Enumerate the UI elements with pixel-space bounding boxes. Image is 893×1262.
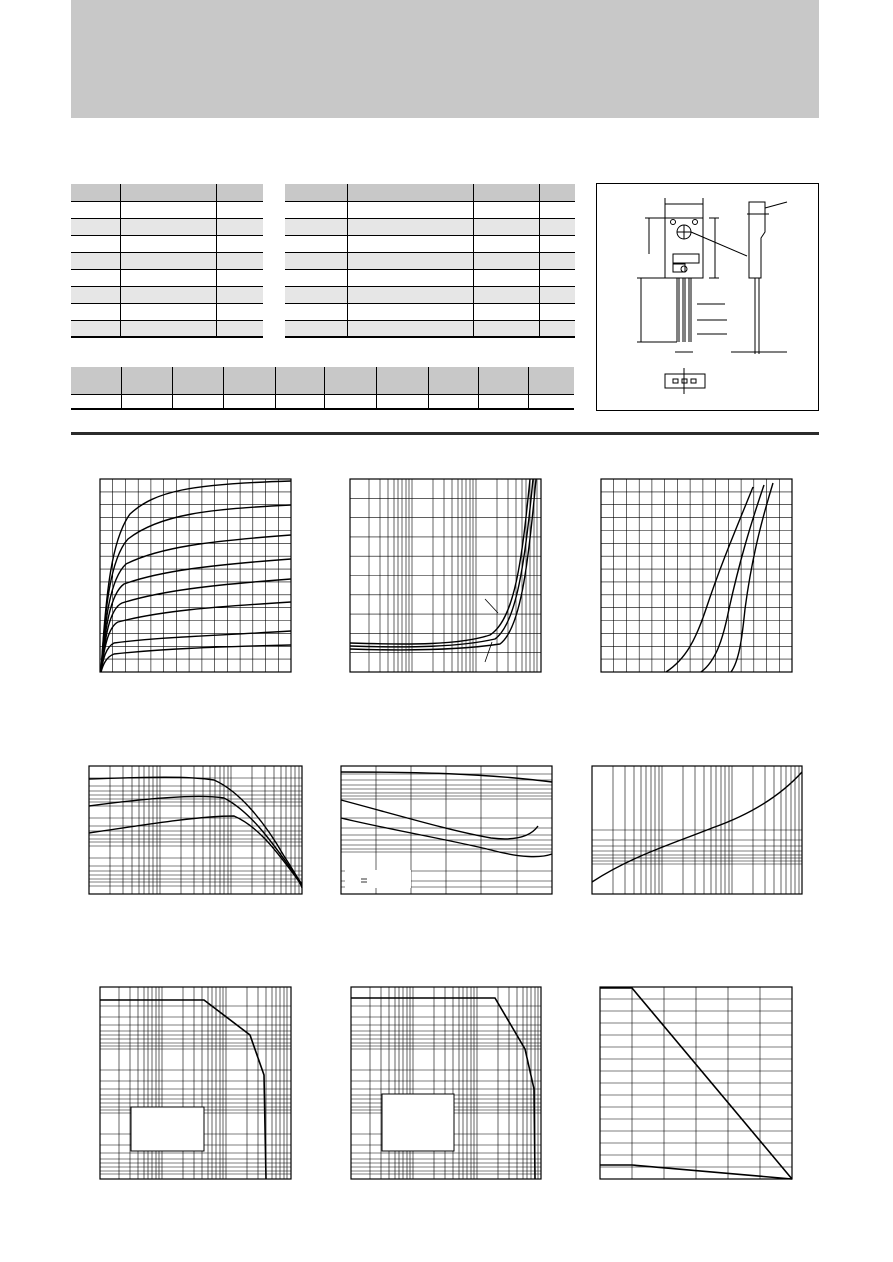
table-row <box>71 235 263 252</box>
curve-8 <box>101 645 291 672</box>
chart-2 <box>350 479 541 672</box>
curve-7 <box>101 631 291 672</box>
chart-3-grid <box>601 479 792 672</box>
chart-4 <box>89 766 302 894</box>
chart-7 <box>100 987 291 1179</box>
table-row <box>285 252 575 269</box>
curve-1 <box>341 772 552 782</box>
curve-2 <box>89 796 302 886</box>
table-row <box>285 269 575 286</box>
table-row <box>71 252 263 269</box>
table-row <box>285 218 575 235</box>
table-row <box>71 286 263 303</box>
chart-6-grid <box>592 766 802 894</box>
curve-1 <box>89 777 302 884</box>
table-row <box>71 394 574 409</box>
chart-3 <box>601 479 792 672</box>
chart-9 <box>600 987 792 1179</box>
curve-1 <box>592 772 802 882</box>
table-row <box>285 235 575 252</box>
curve-1 <box>350 479 530 644</box>
table-row <box>71 303 263 320</box>
table-row <box>285 320 575 337</box>
table-row <box>285 303 575 320</box>
table-row <box>71 269 263 286</box>
table-row <box>285 201 575 218</box>
ratings-table <box>71 184 263 338</box>
section-rule <box>71 432 819 435</box>
chart-7-note-box <box>131 1107 204 1151</box>
chart-5 <box>341 766 552 894</box>
table-row <box>71 218 263 235</box>
characteristics-table <box>285 184 575 338</box>
curve-3 <box>89 816 302 888</box>
chart-4-grid <box>89 766 302 894</box>
header-band <box>71 0 819 118</box>
curve-4 <box>101 559 291 672</box>
curve-2 <box>341 800 538 839</box>
chart-8 <box>351 987 541 1179</box>
chart-6 <box>592 766 802 894</box>
curve-2 <box>701 485 764 672</box>
curve-2 <box>350 479 533 647</box>
table-row <box>285 286 575 303</box>
chart-1-grid <box>100 479 291 672</box>
curve-1 <box>101 481 291 672</box>
chart-9-grid <box>600 987 792 1179</box>
package-drawing <box>597 184 820 412</box>
chart-8-note-box <box>382 1094 454 1151</box>
chart-1 <box>100 479 291 672</box>
rank-table <box>71 367 574 410</box>
table-row <box>71 201 263 218</box>
curve-5 <box>101 579 291 672</box>
chart-5-note-box <box>345 870 411 888</box>
package-outline <box>596 183 819 411</box>
pointer-1 <box>485 599 498 613</box>
table-row <box>71 320 263 337</box>
